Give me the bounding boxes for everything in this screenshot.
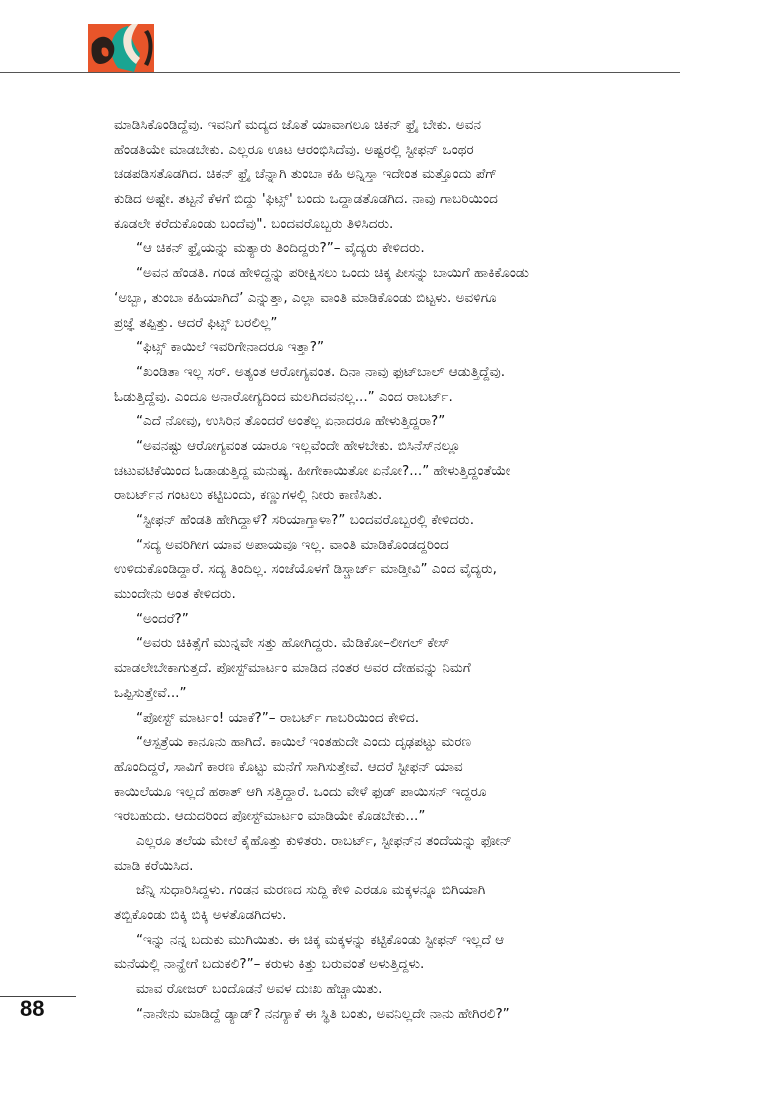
body-line: “ಫಿಟ್ಸ್ ಕಾಯಿಲೆ ಇವರಿಗೇನಾದರೂ ಇತ್ತಾ?” (136, 339, 324, 356)
header-rule (0, 72, 680, 73)
body-line: ಕಾಯಿಲೆಯೂ ಇಲ್ಲದೆ ಹಠಾತ್ ಆಗಿ ಸತ್ತಿದ್ದಾರೆ. ಒಂದು ವೇಳೆ ಫುಡ್ ಪಾಯಿಸನ್ ಇದ್ದರೂ (114, 783, 487, 800)
body-line: ಜೆನ್ನಿ ಸುಧಾರಿಸಿದ್ದಳು. ಗಂಡನ ಮರಣದ ಸುದ್ದಿ ಕೇಳಿ ಎರಡೂ ಮಕ್ಕಳನ್ನೂ ಬಿಗಿಯಾಗಿ (136, 882, 486, 899)
page-number: 88 (20, 996, 45, 1021)
body-line: ಇರಬಹುದು. ಆದುದರಿಂದ ಪೋಸ್ಟ್‌ಮಾರ್ಟಂ ಮಾಡಿಯೇ ಕೊಡಬೇಕು...” (114, 808, 426, 825)
body-line: ರಾಬರ್ಟ್‌ನ ಗಂಟಲು ಕಟ್ಟಿಬಂದು, ಕಣ್ಣುಗಳಲ್ಲಿ ನೀರು ಕಾಣಿಸಿತು. (114, 487, 383, 504)
article-body (114, 113, 669, 1026)
body-line: “ಅವರು ಚಿಕಿತ್ಸೆಗೆ ಮುನ್ನವೇ ಸತ್ತು ಹೋಗಿದ್ದರು. ಮೆಡಿಕೋ–ಲೀಗಲ್ ಕೇಸ್ (136, 635, 450, 652)
body-line: ಮಾಡಿ ಕರೆಯಿಸಿದ. (114, 857, 194, 874)
body-line: ಉಳಿದುಕೊಂಡಿದ್ದಾರೆ. ಸದ್ಯ ತಿಂದಿಲ್ಲ. ಸಂಜೆಯೊಳಗೆ ಡಿಸ್ಚಾರ್ಜ್ ಮಾಡ್ತೀವಿ” ಎಂದ ವೈದ್ಯರು, (114, 561, 497, 578)
body-line: “ಎದೆ ನೋವು, ಉಸಿರಿನ ತೊಂದರೆ ಅಂತೆಲ್ಲ ಏನಾದರೂ ಹೇಳುತ್ತಿದ್ದರಾ?” (136, 413, 446, 430)
body-line: ಪ್ರಜ್ಞೆ ತಪ್ಪಿತ್ತು. ಆದರೆ ಫಿಟ್ಸ್ ಬರಲಿಲ್ಲ” (114, 314, 278, 331)
body-line: ಮುಂದೇನು ಅಂತ ಕೇಳಿದರು. (114, 586, 236, 603)
body-line: “ಅವನ ಹೆಂಡತಿ. ಗಂಡ ಹೇಳಿದ್ದನ್ನು ಪರೀಕ್ಷಿಸಲು ಒಂದು ಚಿಕ್ಕ ಪೀಸನ್ನು ಬಾಯಿಗೆ ಹಾಕಿಕೊಂಡು (136, 265, 529, 282)
body-line: “ನಾನೇನು ಮಾಡಿದ್ದೆ ಡ್ಯಾಡ್? ನನಗ್ಯಾಕೆ ಈ ಸ್ಥಿತಿ ಬಂತು, ಅವನಿಲ್ಲದೇ ನಾನು ಹೇಗಿರಲಿ?” (136, 1005, 510, 1022)
body-line: ‘ಅಬ್ಬಾ, ತುಂಬಾ ಕಹಿಯಾಗಿದೆ’ ಎನ್ನುತ್ತಾ, ಎಲ್ಲಾ ವಾಂತಿ ಮಾಡಿಕೊಂಡು ಬಿಟ್ಟಳು. ಅವಳಿಗೂ (114, 289, 497, 306)
body-line: ಒಪ್ಪಿಸುತ್ತೇವೆ...” (114, 684, 187, 701)
magazine-logo-icon (88, 24, 154, 72)
body-line: ಕೂಡಲೇ ಕರೆದುಕೊಂಡು ಬಂದೆವು". ಬಂದವರೊಬ್ಬರು ತಿಳಿಸಿದರು. (114, 215, 394, 232)
body-line: “ಅವನಷ್ಟು ಆರೋಗ್ಯವಂತ ಯಾರೂ ಇಲ್ಲವೆಂದೇ ಹೇಳಬೇಕು. ಬಿಸಿನೆಸ್‌ನಲ್ಲೂ (136, 437, 461, 454)
body-line: “ಅಂದರೆ?” (136, 610, 189, 627)
body-line: “ಆಸ್ಪತ್ರೆಯ ಕಾನೂನು ಹಾಗಿದೆ. ಕಾಯಿಲೆ ಇಂತಹುದೇ ಎಂದು ದೃಢಪಟ್ಟು ಮರಣ (136, 734, 472, 751)
body-line: “ಇನ್ನು ನನ್ನ ಬದುಕು ಮುಗಿಯಿತು. ಈ ಚಿಕ್ಕ ಮಕ್ಕಳನ್ನು ಕಟ್ಟಿಕೊಂಡು ಸ್ಟೀಫನ್ ಇಲ್ಲದೆ ಆ (136, 931, 505, 948)
body-line: “ಸದ್ಯ ಅವರಿಗೀಗ ಯಾವ ಅಪಾಯವೂ ಇಲ್ಲ. ವಾಂತಿ ಮಾಡಿಕೊಂಡದ್ದರಿಂದ (136, 536, 449, 553)
body-line: ಮನೆಯಲ್ಲಿ ನಾನ್ಹೇಗೆ ಬದುಕಲಿ?”– ಕರುಳು ಕಿತ್ತು ಬರುವಂತೆ ಅಳುತ್ತಿದ್ದಳು. (114, 956, 425, 973)
body-line: ಮಾಡಲೇಬೇಕಾಗುತ್ತದೆ. ಪೋಸ್ಟ್‌ಮಾರ್ಟಂ ಮಾಡಿದ ನಂತರ ಅವರ ದೇಹವನ್ನು ನಿಮಗೆ (114, 660, 471, 677)
body-line: ಓಡುತ್ತಿದ್ದೆವು. ಎಂದೂ ಅನಾರೋಗ್ಯದಿಂದ ಮಲಗಿದವನಲ್ಲ...” ಎಂದ ರಾಬರ್ಟ್. (114, 388, 453, 405)
body-line: ಹೆಂಡತಿಯೇ ಮಾಡಬೇಕು. ಎಲ್ಲರೂ ಊಟ ಆರಂಭಿಸಿದೆವು. ಅಷ್ಟರಲ್ಲಿ ಸ್ಟೀಫನ್ ಒಂಥರ (114, 141, 474, 158)
body-line: ತಬ್ಬಿಕೊಂಡು ಬಿಕ್ಕಿ ಬಿಕ್ಕಿ ಅಳತೊಡಗಿದಳು. (114, 907, 287, 923)
body-line: ಹೊಂದಿದ್ದರೆ, ಸಾವಿಗೆ ಕಾರಣ ಕೊಟ್ಟು ಮನೆಗೆ ಸಾಗಿಸುತ್ತೇವೆ. ಆದರೆ ಸ್ಟೀಫನ್ ಯಾವ (114, 758, 463, 775)
body-line: ಮಾವ ರೋಜರ್ ಬಂದೊಡನೆ ಅವಳ ದುಃಖ ಹೆಚ್ಚಾಯಿತು. (136, 981, 383, 998)
body-line: “ಪೋಸ್ಟ್ ಮಾರ್ಟಂ! ಯಾಕೆ?”– ರಾಬರ್ಟ್ ಗಾಬರಿಯಿಂದ ಕೇಳಿದ. (136, 709, 420, 726)
body-line: ಚಟುವಟಿಕೆಯಿಂದ ಓಡಾಡುತ್ತಿದ್ದ ಮನುಷ್ಯ. ಹೀಗೇಕಾಯಿತೋ ಏನೋ?...” ಹೇಳುತ್ತಿದ್ದಂತೆಯೇ (114, 462, 511, 479)
body-line: ಎಲ್ಲರೂ ತಲೆಯ ಮೇಲೆ ಕೈಹೊತ್ತು ಕುಳಿತರು. ರಾಬರ್ಟ್, ಸ್ಟೀಫನ್‌ನ ತಂದೆಯನ್ನು ಫೋನ್ (136, 832, 512, 849)
body-line: “ಆ ಚಿಕನ್ ಫ್ರೈಯನ್ನು ಮತ್ಯಾರು ತಿಂದಿದ್ದರು?”– ವೈದ್ಯರು ಕೇಳಿದರು. (136, 240, 425, 257)
body-line: ಕುಡಿದ ಅಷ್ಟೇ. ತಟ್ಟನೆ ಕೆಳಗೆ ಬಿದ್ದು 'ಫಿಟ್ಸ್' ಬಂದು ಒದ್ದಾಡತೊಡಗಿದ. ನಾವು ಗಾಬರಿಯಿಂದ (114, 191, 498, 208)
body-line: ಚಡಪಡಿಸತೊಡಗಿದ. ಚಿಕನ್ ಫ್ರೈ ಚೆನ್ನಾಗಿ ತುಂಬಾ ಕಹಿ ಅನ್ನಿಸ್ತಾ ಇದೇಂತ ಮತ್ತೊಂದು ಪೆಗ್ (114, 166, 498, 183)
body-line: “ಸ್ಟೀಫನ್ ಹೆಂಡತಿ ಹೇಗಿದ್ದಾಳೆ? ಸರಿಯಾಗ್ತಾಳಾ?” ಬಂದವರೊಬ್ಬರಲ್ಲಿ ಕೇಳಿದರು. (136, 512, 475, 528)
body-line: ಮಾಡಿಸಿಕೊಂಡಿದ್ದೆವು. ಇವನಿಗೆ ಮದ್ಯದ ಜೊತೆ ಯಾವಾಗಲೂ ಚಿಕನ್ ಫ್ರೈ ಬೇಕು. ಅವನ (114, 117, 481, 133)
body-line: “ಖಂಡಿತಾ ಇಲ್ಲ ಸರ್. ಅತ್ಯಂತ ಆರೋಗ್ಯವಂತ. ದಿನಾ ನಾವು ಫುಟ್‌ಬಾಲ್ ಆಡುತ್ತಿದ್ದೆವು. (136, 363, 506, 380)
